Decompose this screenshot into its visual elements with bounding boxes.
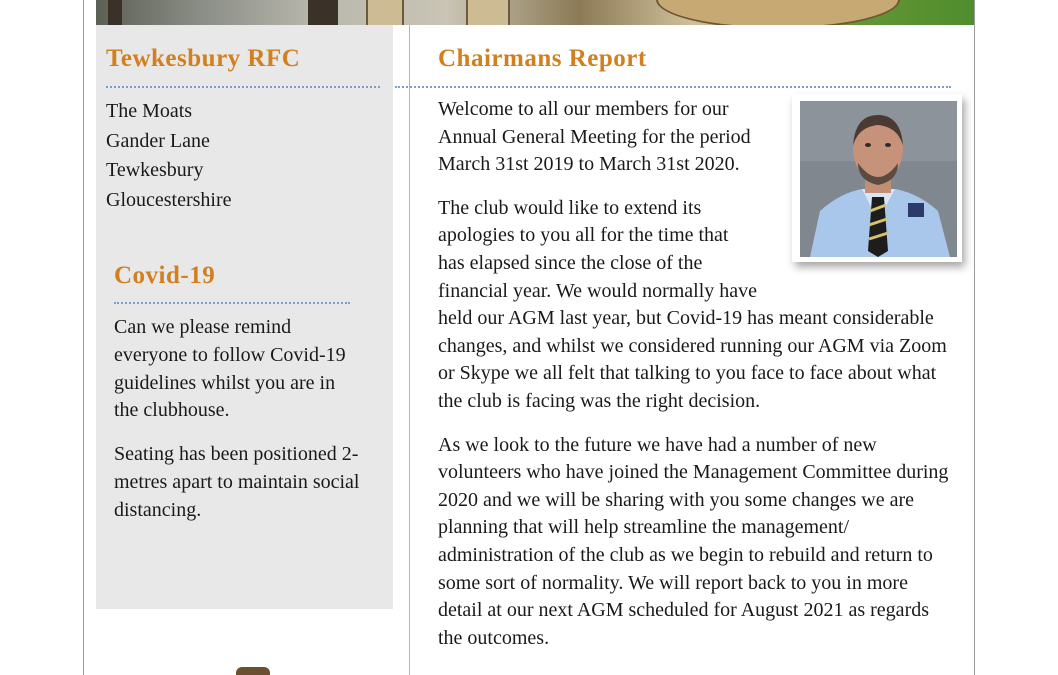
page-left-border [83,0,84,675]
report-heading: Chairmans Report [438,45,647,72]
address-line: Gloucestershire [106,188,232,211]
report-heading-divider [395,86,951,88]
report-body [438,96,950,668]
address-line: Gander Lane [106,129,210,152]
report-paragraph-text: The club would like to extend its apologies to you all for the time that has elapsed since the close of the financial year. We would normally have held our AGM last year, but Covid-19 has meant considerable changes, and whilst we considered running our AGM via Zoom or Skype we all felt that talking to you face to face about what the club is facing was the right decision. [438,196,947,412]
club-heading-divider [106,86,380,88]
address-line: Tewkesbury [106,159,204,181]
covid-paragraph: Seating has been positioned 2-metres apart to maintain social distancing. [114,443,360,521]
address-line: The Moats [106,100,193,122]
club-address [106,97,232,215]
report-paragraph: As we look to the future we have had a number of new volunteers who have joined the Management Committee during 2020 and we will be sharing with you some changes we are planning that will help streamline the management/ administration of the club as we begin to rebuild and return to some sort of normality. We will report back to you in more detail at our next AGM scheduled for August 2021 as regards the outcomes. [438,433,949,649]
covid-heading-divider [114,302,350,304]
report-paragraph: Welcome to all our members for our Annual General Meeting for the period March 31st 2019 to March 31st 2020. [438,98,751,176]
covid-paragraph: Can we please remind everyone to follow Covid-19 guidelines whilst you are in the clubhouse. [114,316,346,422]
covid-notice [114,314,364,541]
column-divider [409,25,410,675]
covid-heading: Covid-19 [114,262,216,289]
header-photo [96,0,974,25]
page-right-border [974,0,975,675]
bottom-image-edge [236,667,270,675]
club-name-heading: Tewkesbury RFC [106,45,301,72]
